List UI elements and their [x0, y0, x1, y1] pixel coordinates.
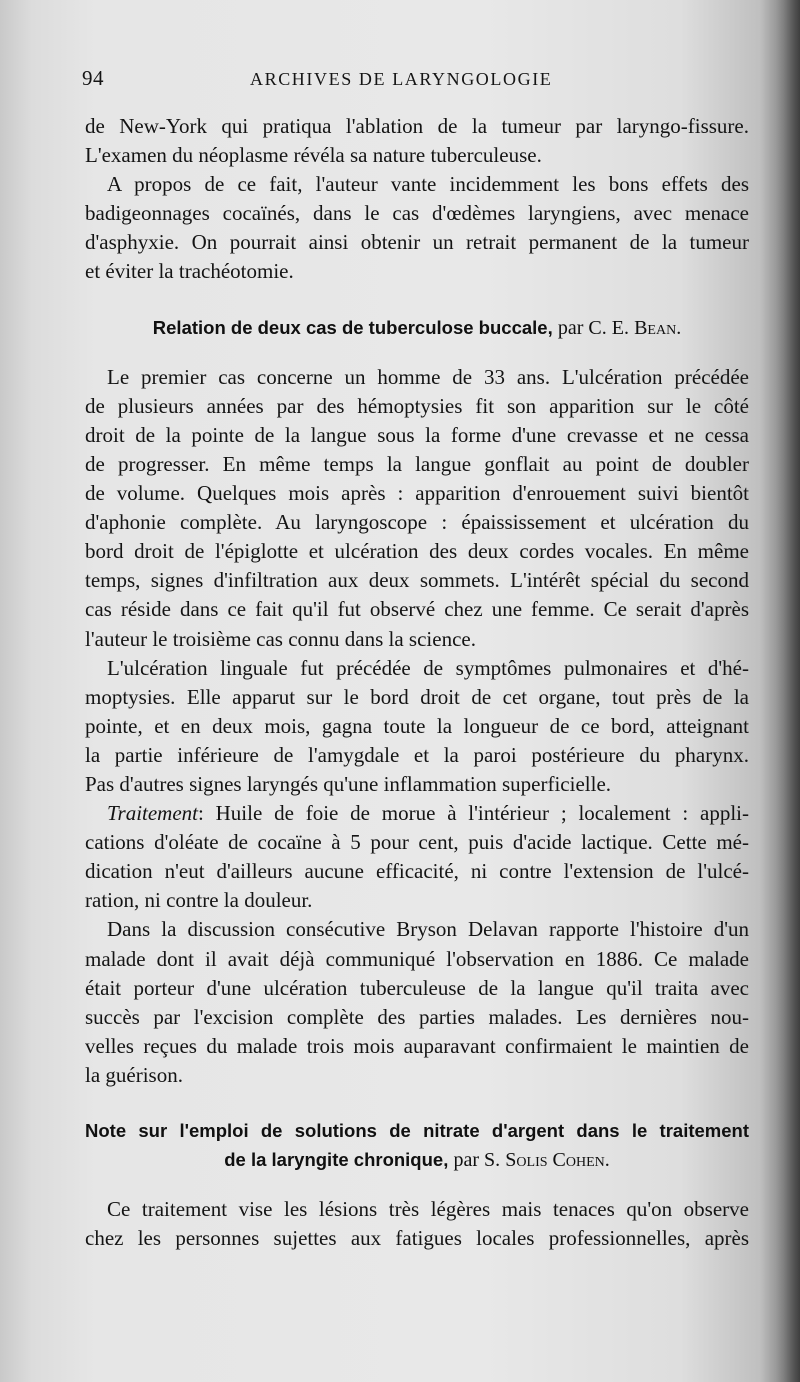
text-line: cations d'oléate de cocaïne à 5 pour cent, puis d'acide lactique. Cette mé- — [85, 830, 749, 855]
text-line: de plusieurs années par des hémoptysies fit son apparition sur le côté — [85, 393, 749, 418]
spacer — [85, 343, 749, 363]
page-body — [85, 112, 749, 1253]
heading-byline: par C. E. — [557, 316, 629, 339]
text-line: de progresser. En même temps la langue gonflait au point de doubler — [85, 451, 749, 476]
text-line: malade dont il avait déjà communiqué l'observation en 1886. Ce malade — [85, 946, 749, 971]
text-line: bord droit de l'épiglotte et ulcération des deux cordes vocales. En même — [85, 539, 749, 564]
text-line: dication n'eut d'ailleurs aucune efficacité, ni contre l'extension de l'ulcé- — [85, 859, 749, 884]
paragraph-6 — [85, 915, 749, 1090]
paragraph-2 — [85, 170, 749, 286]
text-line: Le premier cas concerne un homme de 33 ans. L'ulcération précédée — [107, 364, 749, 389]
treatment-label: Traitement — [107, 801, 199, 826]
text-line: d'asphyxie. On pourrait ainsi obtenir un retrait permanent de la tumeur — [85, 230, 749, 255]
text-line: succès par l'excision complète des parties malades. Les dernières nou- — [85, 1004, 749, 1029]
text-line: de New-York qui pratiqua l'ablation de la tumeur par laryngo-fissure. — [85, 114, 749, 138]
text-line: et éviter la trachéotomie. — [85, 259, 294, 284]
text-line: moptysies. Elle apparut sur le bord droit de cet organe, tout près de la — [85, 684, 749, 709]
paragraph-3 — [85, 363, 749, 654]
running-title: ARCHIVES DE LARYNGOLOGIE — [250, 69, 553, 89]
paragraph-5 — [85, 799, 749, 915]
text-line: L'examen du néoplasme révéla sa nature tuberculeuse. — [85, 143, 542, 168]
text-line: droit de la pointe de la langue sous la forme d'une crevasse et ne cessa — [85, 422, 749, 447]
text-line: temps, signes d'infiltration aux deux sommets. L'intérêt spécial du second — [85, 568, 749, 593]
page-header — [82, 66, 748, 96]
heading-author: Bean — [634, 316, 677, 339]
text-line: l'auteur le troisième cas connu dans la science. — [85, 626, 476, 651]
text-line: d'aphonie complète. Au laryngoscope : épaississement et ulcération du — [85, 510, 749, 535]
heading-period: . — [676, 316, 682, 339]
text-line: Ce traitement vise les lésions très légères mais tenaces qu'on observe — [107, 1197, 749, 1222]
text-line: chez les personnes sujettes aux fatigues locales professionnelles, après — [85, 1226, 749, 1251]
text-line: cas réside dans ce fait qu'il fut observé chez une femme. Ce serait d'après — [85, 597, 749, 622]
text-line: badigeonnages cocaïnés, dans le cas d'œdèmes laryngiens, avec menace — [85, 201, 749, 226]
heading-byline: par S. — [453, 1149, 501, 1172]
text-line: Pas d'autres signes laryngés qu'une inflammation superficielle. — [85, 771, 612, 796]
paragraph-4 — [85, 654, 749, 799]
text-line: Dans la discussion consécutive Bryson Delavan rapporte l'histoire d'un — [107, 917, 749, 942]
spacer — [85, 1090, 749, 1116]
heading-period: . — [604, 1149, 610, 1172]
section-heading-1 — [85, 313, 749, 343]
text-line: L'ulcération linguale fut précédée de symptômes pulmonaires et d'hé- — [107, 655, 749, 680]
text-line — [85, 799, 749, 828]
text-line: velles reçues du malade trois mois auparavant confirmaient le maintien de — [85, 1033, 749, 1058]
heading-title-line-1: Note sur l'emploi de solutions de nitrate d'argent dans le traitement — [85, 1120, 749, 1141]
heading-title: Relation de deux cas de tuberculose buccale, — [152, 316, 553, 338]
heading-title: de la laryngite chronique, — [224, 1149, 449, 1171]
heading-author: Solis Cohen — [505, 1149, 605, 1172]
treatment-text: : Huile de foie de morue à l'intérieur ; localement : appli- — [198, 801, 749, 826]
paragraph-7 — [85, 1195, 749, 1253]
paragraph-1 — [85, 112, 749, 170]
text-line: de volume. Quelques mois après : apparition d'enrouement suivi bientôt — [85, 481, 749, 506]
text-line: la partie inférieure de l'amygdale et la paroi postérieure du pharynx. — [85, 742, 749, 767]
page-number: 94 — [82, 66, 104, 90]
heading-title-line-2 — [85, 1145, 749, 1175]
text-line: pointe, et en deux mois, gagna toute la longueur de ce bord, atteignant — [85, 713, 749, 738]
spacer — [85, 287, 749, 313]
text-line: A propos de ce fait, l'auteur vante incidemment les bons effets des — [107, 172, 749, 197]
section-heading-2 — [85, 1116, 749, 1175]
spacer — [85, 1175, 749, 1195]
text-line: était porteur d'une ulcération tuberculeuse de la langue qu'il traita avec — [85, 975, 749, 1000]
text-line: ration, ni contre la douleur. — [85, 888, 313, 913]
text-line: la guérison. — [85, 1062, 183, 1087]
